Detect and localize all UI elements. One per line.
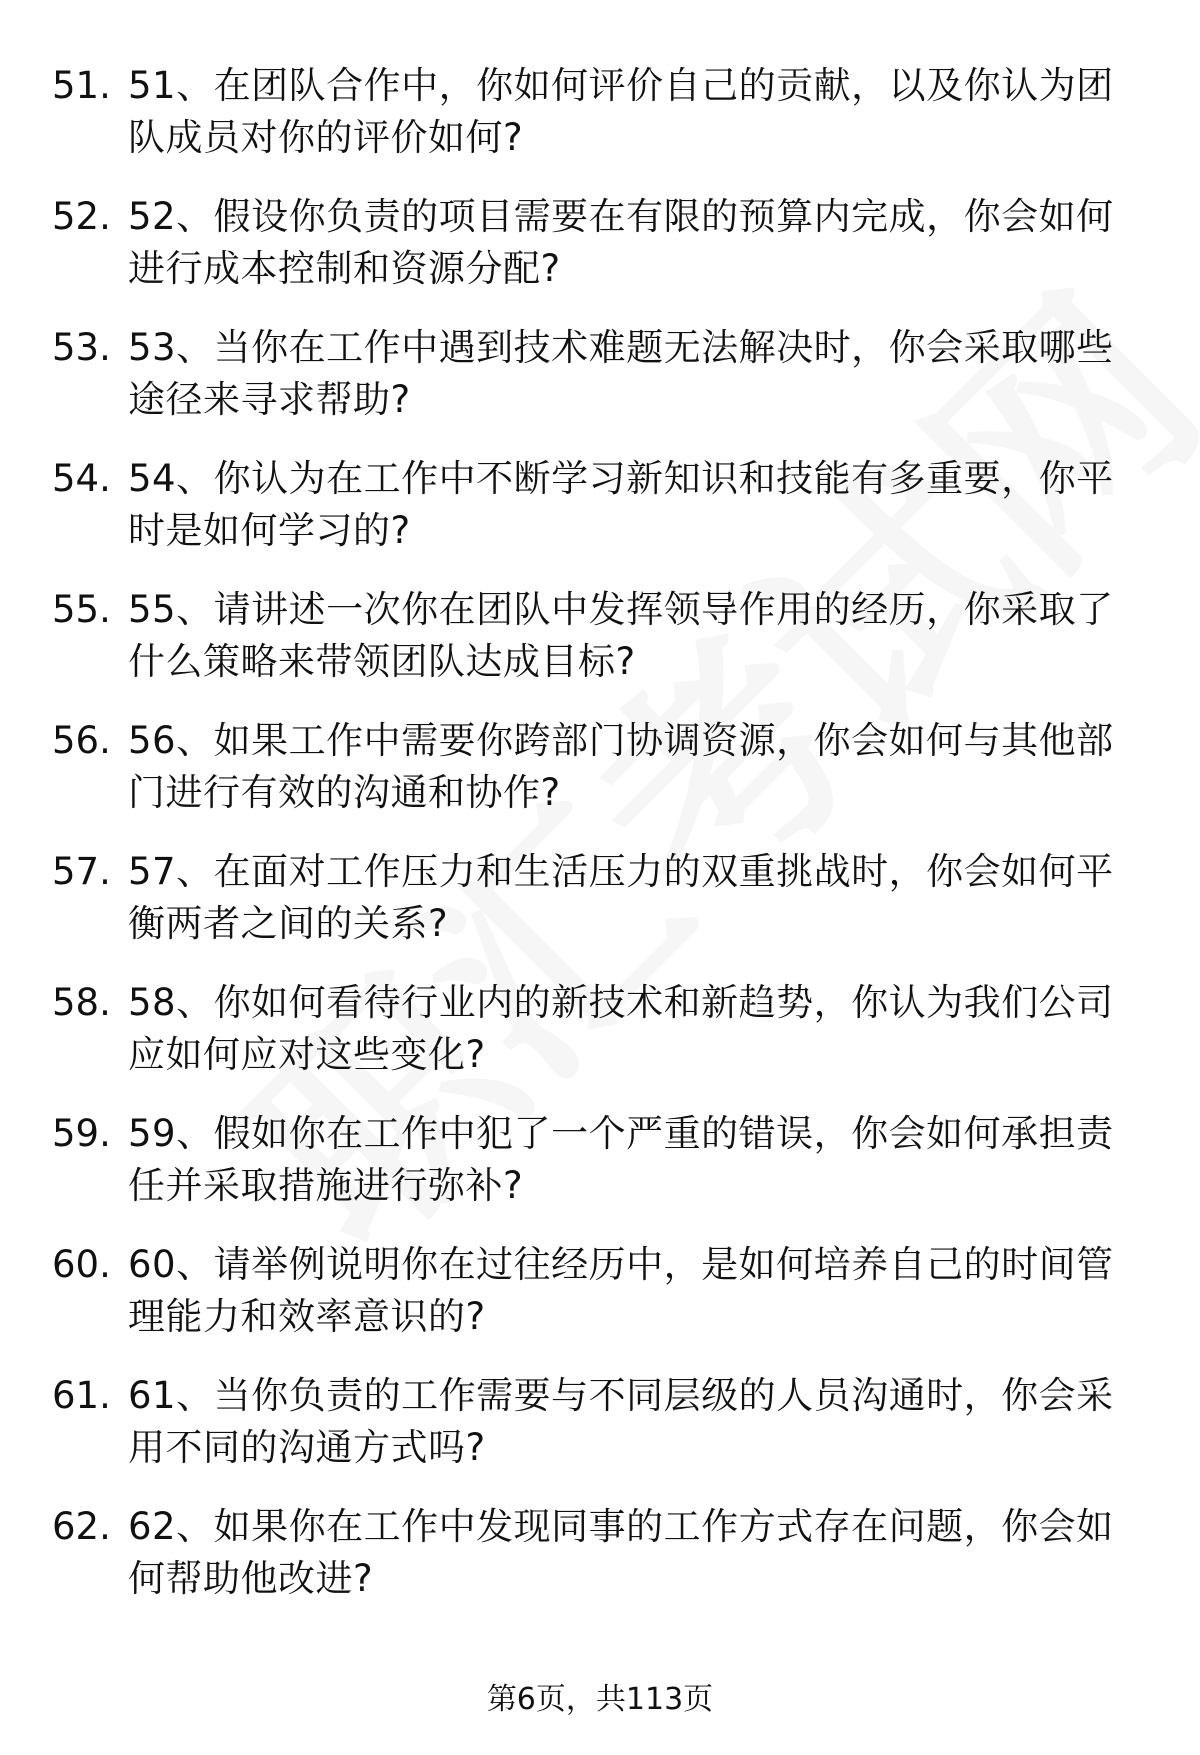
question-item xyxy=(0,453,1200,584)
question-text: 52、假设你负责的项目需要在有限的预算内完成，你会如何进行成本控制和资源分配? xyxy=(128,195,1114,290)
question-item xyxy=(0,715,1200,846)
question-text: 58、你如何看待行业内的新技术和新趋势，你认为我们公司应如何应对这些变化? xyxy=(128,981,1114,1076)
question-item xyxy=(0,1108,1200,1239)
page-footer xyxy=(0,1680,1200,1720)
question-item xyxy=(0,1370,1200,1501)
question-item xyxy=(0,322,1200,453)
question-number: 60. xyxy=(52,1243,111,1286)
question-item xyxy=(0,584,1200,715)
question-number: 61. xyxy=(52,1374,111,1417)
question-number: 54. xyxy=(52,457,111,500)
question-number: 53. xyxy=(52,326,111,369)
question-text: 53、当你在工作中遇到技术难题无法解决时，你会采取哪些途径来寻求帮助? xyxy=(128,326,1114,421)
question-number: 56. xyxy=(52,719,111,762)
question-text: 51、在团队合作中，你如何评价自己的贡献，以及你认为团队成员对你的评价如何? xyxy=(128,64,1114,159)
question-text: 61、当你负责的工作需要与不同层级的人员沟通时，你会采用不同的沟通方式吗? xyxy=(128,1374,1114,1469)
question-number: 62. xyxy=(52,1505,111,1548)
question-text: 57、在面对工作压力和生活压力的双重挑战时，你会如何平衡两者之间的关系? xyxy=(128,850,1114,945)
question-number: 57. xyxy=(52,850,111,893)
question-item xyxy=(0,191,1200,322)
question-item xyxy=(0,977,1200,1108)
question-text: 62、如果你在工作中发现同事的工作方式存在问题，你会如何帮助他改进? xyxy=(128,1505,1114,1600)
question-item xyxy=(0,60,1200,191)
question-text: 59、假如你在工作中犯了一个严重的错误，你会如何承担责任并采取措施进行弥补? xyxy=(128,1112,1114,1207)
question-number: 51. xyxy=(52,64,111,107)
question-number: 59. xyxy=(52,1112,111,1155)
question-item xyxy=(0,846,1200,977)
question-list xyxy=(0,60,1200,1632)
page-number-info: 第6页，共113页 xyxy=(486,1682,714,1717)
question-number: 55. xyxy=(52,588,111,631)
question-text: 56、如果工作中需要你跨部门协调资源，你会如何与其他部门进行有效的沟通和协作? xyxy=(128,719,1114,814)
question-item xyxy=(0,1501,1200,1632)
question-item xyxy=(0,1239,1200,1370)
question-text: 60、请举例说明你在过往经历中，是如何培养自己的时间管理能力和效率意识的? xyxy=(128,1243,1114,1338)
question-number: 52. xyxy=(52,195,111,238)
question-text: 54、你认为在工作中不断学习新知识和技能有多重要，你平时是如何学习的? xyxy=(128,457,1114,552)
question-number: 58. xyxy=(52,981,111,1024)
question-text: 55、请讲述一次你在团队中发挥领导作用的经历，你采取了什么策略来带领团队达成目标? xyxy=(128,588,1114,683)
